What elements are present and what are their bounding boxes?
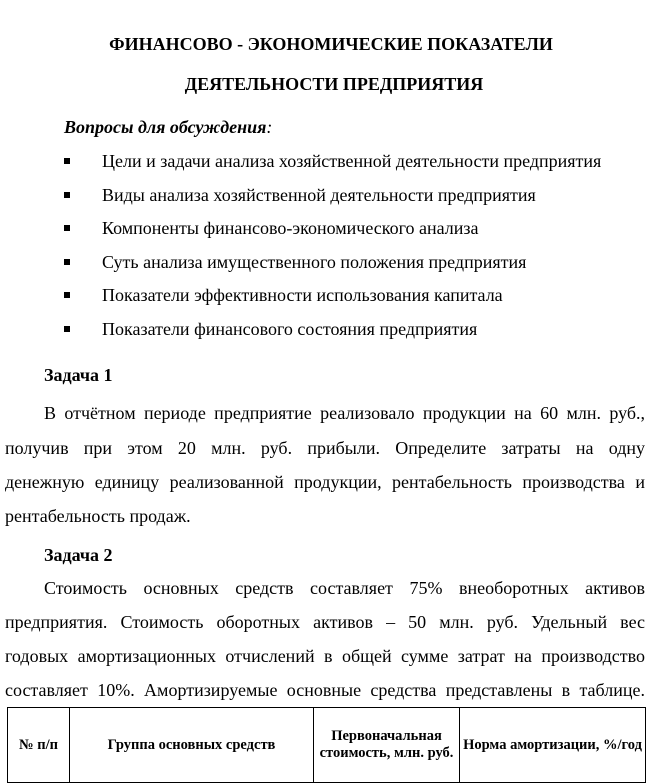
list-item-text: Показатели финансового состояния предприятия [102,318,478,339]
list-item-text: Показатели эффективности использования капитала [102,285,503,305]
list-item-text: Цели и задачи анализа хозяйственной деятельности предприятия [102,151,602,171]
square-bullet-icon [64,326,70,332]
task-1-text-line-3: денежную единицу реализованной продукции, рентабельность производства и [5,472,645,492]
square-bullet-icon [64,158,70,164]
table-header-depreciation-rate: Норма амортизации, %/год [460,708,646,783]
questions-heading-text: Вопросы для обсуждения [64,117,267,137]
table-header-initial-cost: Первоначальная стоимость, млн. руб. [314,708,460,783]
task-1-text-line-4: рентабельность продаж. [5,506,191,526]
square-bullet-icon [64,292,70,298]
document-title-line-2: ДЕЯТЕЛЬНОСТИ ПРЕДПРИЯТИЯ [184,74,484,94]
task-2-text-line-2: предприятия. Стоимость оборотных активов – 50 млн. руб. Удельный вес [5,612,645,632]
square-bullet-icon [64,259,70,265]
square-bullet-icon [64,225,70,231]
task-2-heading: Задача 2 [44,545,113,565]
task-1-text-line-1: В отчётном периоде предприятие реализовало продукции на 60 млн. руб., [44,403,645,423]
table-header-number: № п/п [8,708,70,783]
fixed-assets-table [7,707,646,783]
task-2-text-line-4: составляет 10%. Амортизируемые основные средства представлены в таблице. [5,680,645,700]
task-2-text-line-3: годовых амортизационных отчислений в общей сумме затрат на производство [5,646,645,666]
questions-heading [64,116,272,138]
questions-heading-colon: : [266,117,273,137]
square-bullet-icon [64,192,70,198]
task-1-text-line-2: получив при этом 20 млн. руб. прибыли. Определите затраты на одну [5,438,645,458]
list-item-text: Виды анализа хозяйственной деятельности предприятия [102,184,536,205]
task-1-heading: Задача 1 [44,365,113,385]
list-item-text: Суть анализа имущественного положения предприятия [102,251,527,272]
table-header-row [8,708,646,783]
document-title-line-1: ФИНАНСОВО - ЭКОНОМИЧЕСКИЕ ПОКАЗАТЕЛИ [109,34,553,54]
table-header-asset-group: Группа основных средств [70,708,314,783]
task-2-text-line-1: Стоимость основных средств составляет 75% внеоборотных активов [44,578,645,598]
list-item-text: Компоненты финансово-экономического анализа [102,218,479,238]
